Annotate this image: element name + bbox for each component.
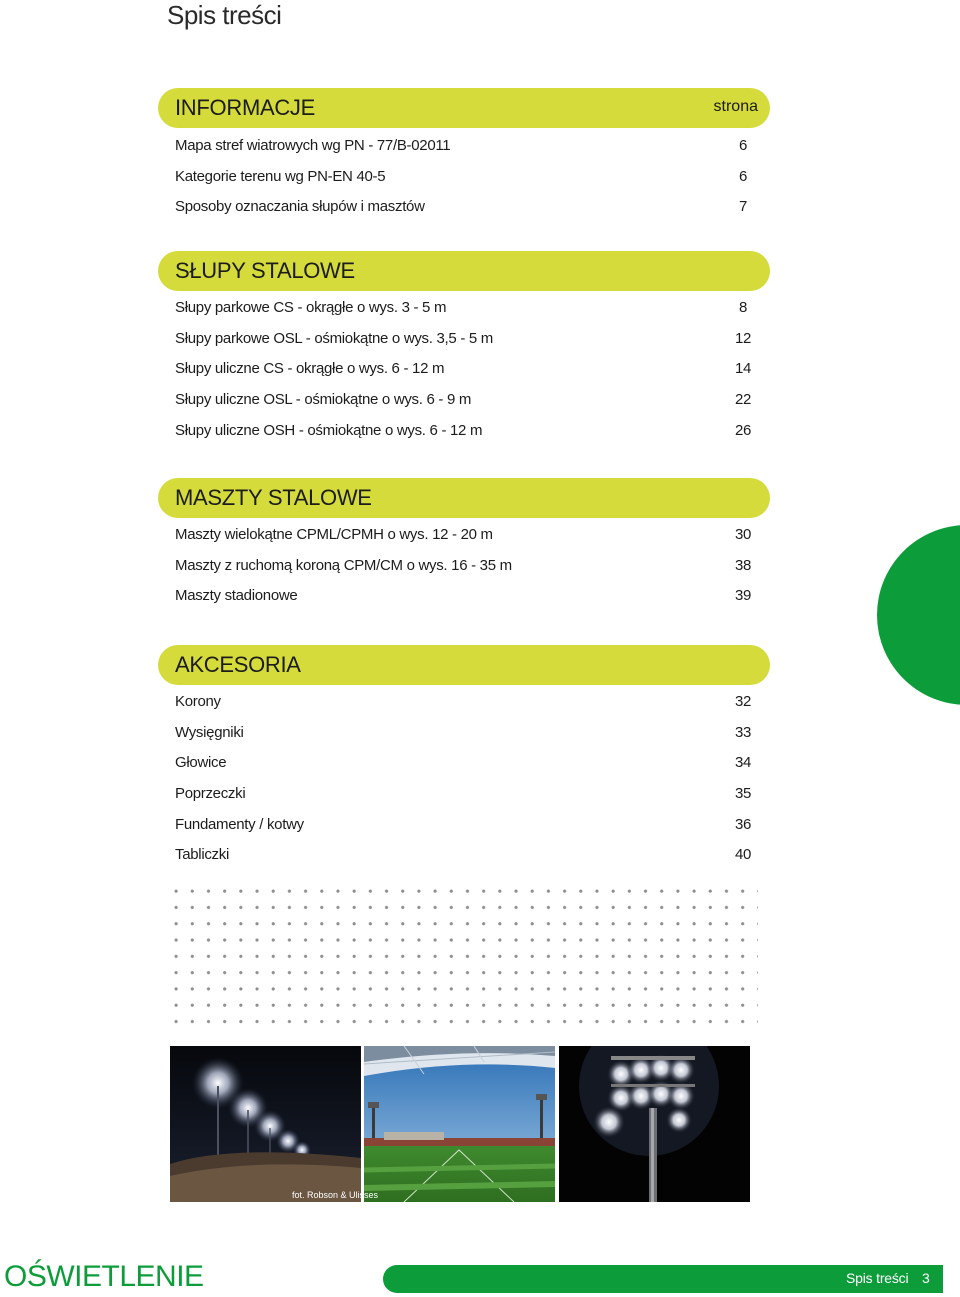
toc-entry-label: Słupy uliczne CS - okrągłe o wys. 6 - 12 m <box>175 360 445 378</box>
toc-entry-label: Słupy parkowe CS - okrągłe o wys. 3 - 5 m <box>175 299 447 316</box>
toc-entry-label: Głowice <box>175 754 227 772</box>
section-header-bar <box>158 251 770 291</box>
section-akcesoria <box>158 645 770 871</box>
toc-entry-label: Mapa stref wiatrowych wg PN - 77/B-02011 <box>175 137 451 154</box>
toc-entry-page: 40 <box>734 846 752 864</box>
toc-entry[interactable] <box>158 416 770 447</box>
toc-entry-label: Słupy uliczne OSL - ośmiokątne o wys. 6 - 9 m <box>175 391 472 409</box>
section-slupy-stalowe <box>158 251 770 446</box>
toc-list <box>158 293 770 446</box>
toc-entry-page: 12 <box>734 329 752 347</box>
footer-page-number: 3 <box>922 1270 930 1286</box>
toc-entry[interactable] <box>158 779 770 810</box>
photo-stadium-pitch <box>364 1046 555 1202</box>
toc-entry-page: 8 <box>738 299 748 316</box>
photo-caption: fot. Robson & Ulisses <box>292 1190 379 1200</box>
toc-entry-page: 32 <box>734 693 752 710</box>
toc-entry-label: Tabliczki <box>175 846 229 864</box>
toc-entry-label: Kategorie terenu wg PN-EN 40-5 <box>175 167 386 185</box>
toc-entry-label: Słupy uliczne OSH - ośmiokątne o wys. 6 - 12 m <box>175 421 483 439</box>
toc-list <box>158 131 770 223</box>
page-title: Spis treści <box>167 0 282 30</box>
toc-entry-page: 35 <box>734 785 752 803</box>
toc-entry-label: Maszty wielokątne CPML/CPMH o wys. 12 - 20 m <box>175 526 493 543</box>
toc-entry[interactable] <box>158 748 770 779</box>
stadium-illustration <box>364 1046 555 1202</box>
toc-entry[interactable] <box>158 551 770 582</box>
toc-entry-label: Wysięgniki <box>175 723 244 741</box>
toc-entry-page: 26 <box>734 421 752 439</box>
section-title: SŁUPY STALOWE <box>175 258 355 283</box>
photo-street-lights-night <box>170 1046 361 1202</box>
toc-entry-page: 36 <box>734 815 752 833</box>
toc-entry-label: Maszty stadionowe <box>175 587 298 605</box>
toc-entry-page: 33 <box>734 723 752 741</box>
section-header-bar <box>158 88 770 128</box>
section-informacje <box>158 88 770 223</box>
toc-entry-label: Słupy parkowe OSL - ośmiokątne o wys. 3,5 - 5 m <box>175 329 493 347</box>
toc-entry-page: 34 <box>734 754 752 772</box>
toc-entry[interactable] <box>158 520 770 551</box>
toc-entry[interactable] <box>158 162 770 193</box>
toc-entry[interactable] <box>158 385 770 416</box>
toc-entry-page: 22 <box>734 391 752 409</box>
toc-entry-page: 6 <box>738 137 748 154</box>
toc-entry-page: 30 <box>734 526 752 543</box>
section-header-bar <box>158 645 770 685</box>
toc-entry-page: 6 <box>738 167 748 185</box>
toc-list <box>158 520 770 612</box>
toc-entry-page: 39 <box>734 587 752 605</box>
toc-entry[interactable] <box>158 293 770 324</box>
section-title: AKCESORIA <box>175 652 301 677</box>
floodlight-illustration <box>559 1046 750 1202</box>
toc-entry[interactable] <box>158 687 770 718</box>
toc-entry-page: 14 <box>734 360 752 378</box>
toc-entry-label: Fundamenty / kotwy <box>175 815 304 833</box>
decorative-green-circle <box>877 525 960 705</box>
toc-entry[interactable] <box>158 718 770 749</box>
brand-wordmark: OŚWIETLENIE <box>4 1260 204 1293</box>
section-title: MASZTY STALOWE <box>175 485 372 510</box>
toc-entry[interactable] <box>158 581 770 612</box>
section-header-bar <box>158 478 770 518</box>
toc-entry-page: 38 <box>734 556 752 574</box>
dot-grid-decoration <box>168 883 758 1031</box>
page-column-header: strona <box>713 98 758 115</box>
toc-entry[interactable] <box>158 840 770 871</box>
toc-entry[interactable] <box>158 192 770 223</box>
photo-floodlight-mast <box>559 1046 750 1202</box>
footer-section-label: Spis treści <box>846 1270 909 1286</box>
street-lights-illustration <box>170 1046 361 1202</box>
toc-entry-label: Poprzeczki <box>175 785 246 803</box>
toc-entry[interactable] <box>158 324 770 355</box>
toc-entry-page: 7 <box>738 198 748 216</box>
toc-entry[interactable] <box>158 131 770 162</box>
toc-list <box>158 687 770 871</box>
toc-entry-label: Korony <box>175 693 221 710</box>
toc-entry[interactable] <box>158 810 770 841</box>
section-maszty-stalowe <box>158 478 770 612</box>
toc-entry-label: Sposoby oznaczania słupów i masztów <box>175 198 425 216</box>
toc-entry[interactable] <box>158 354 770 385</box>
section-title: INFORMACJE <box>175 95 316 120</box>
toc-entry-label: Maszty z ruchomą koroną CPM/CM o wys. 16 - 35 m <box>175 556 512 574</box>
